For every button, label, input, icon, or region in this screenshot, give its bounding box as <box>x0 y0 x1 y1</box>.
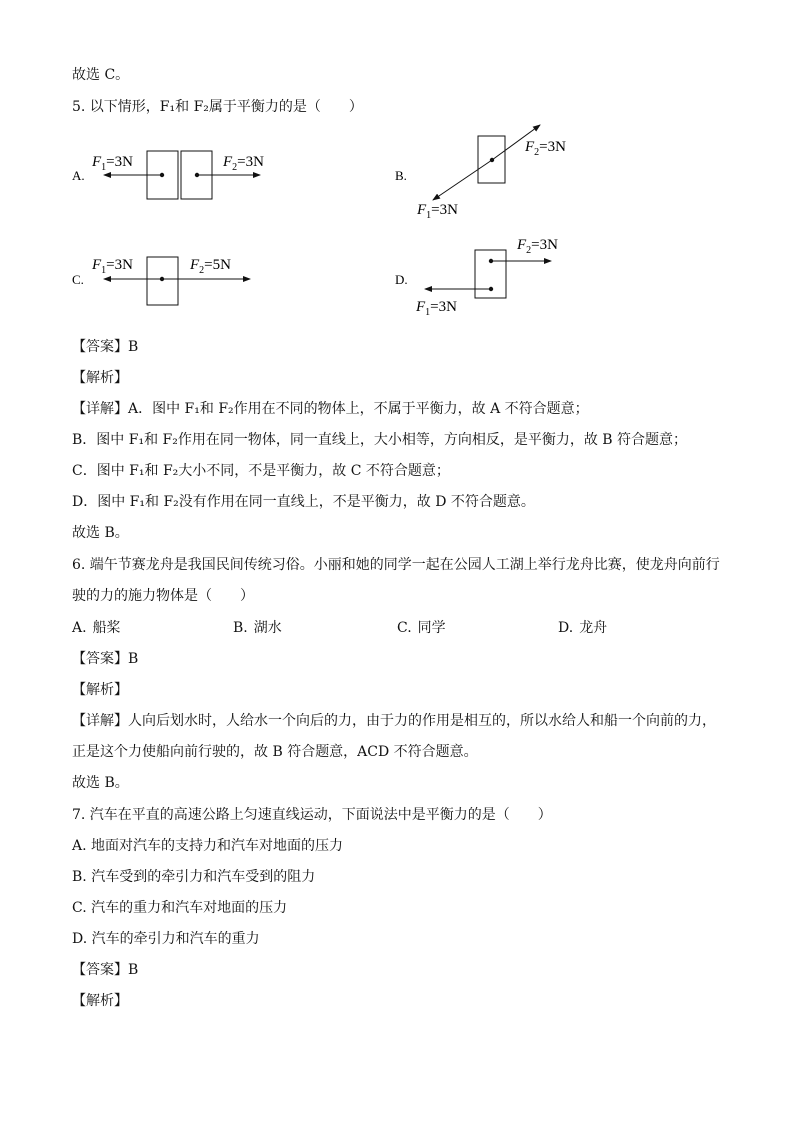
text-line: 故选 C。 <box>72 67 130 83</box>
text-line: D．图中 F₁和 F₂没有作用在同一直线上，不是平衡力，故 D 不符合题意。 <box>72 494 535 510</box>
figure-option-c <box>72 248 292 316</box>
figure-b-diagram <box>395 118 595 228</box>
text-line: 【详解】A．图中 F₁和 F₂作用在不同的物体上，不属于平衡力，故 A 不符合题意； <box>72 401 589 417</box>
figure-c-label: C. <box>72 272 84 287</box>
option-item <box>233 617 282 637</box>
figure-option-b <box>395 118 595 232</box>
figure-b-label: B. <box>395 168 407 183</box>
text-line: B．图中 F₁和 F₂作用在同一物体，同一直线上，大小相等，方向相反，是平衡力，故 B 符合题意； <box>72 432 688 448</box>
text-line: 5. 以下情形，F₁和 F₂属于平衡力的是（ ） <box>72 99 363 115</box>
text-line: 【答案】B <box>72 962 139 978</box>
text-line: 【解析】 <box>72 682 128 698</box>
option-letter: B. <box>233 620 248 636</box>
text-line: 【详解】人向后划水时，人给水一个向后的力，由于力的作用是相互的，所以水给人和船一个向前的力， <box>72 713 716 729</box>
label-f1: $F_1=3N$ <box>416 299 457 318</box>
text-line: C．图中 F₁和 F₂大小不同，不是平衡力，故 C 不符合题意； <box>72 463 450 479</box>
text-line: 7. 汽车在平直的高速公路上匀速直线运动，下面说法中是平衡力的是（ ） <box>72 807 552 823</box>
text-line: 正是这个力使船向前行驶的，故 B 符合题意，ACD 不符合题意。 <box>72 744 478 760</box>
label-f1: $F_1=3N$ <box>417 202 458 221</box>
text-line: 【答案】B <box>72 339 139 355</box>
text-line: A. 地面对汽车的支持力和汽车对地面的压力 <box>72 838 344 854</box>
text-line: 【解析】 <box>72 370 128 386</box>
text-line: 驶的力的施力物体是（ ） <box>72 588 254 604</box>
text-line: D. 汽车的牵引力和汽车的重力 <box>72 931 260 947</box>
label-f2: $F_2=5N$ <box>190 257 231 276</box>
figure-option-a <box>72 140 292 214</box>
text-line: 6. 端午节赛龙舟是我国民间传统习俗。小丽和她的同学一起在公园人工湖上举行龙舟比赛，使龙舟向前行 <box>72 557 720 573</box>
figure-option-d <box>395 232 595 326</box>
option-text: 湖水 <box>253 620 282 636</box>
option-letter: A. <box>72 620 87 636</box>
option-letter: D. <box>558 620 574 636</box>
option-item <box>397 617 446 637</box>
label-f1: $F_1=3N$ <box>92 154 133 173</box>
text-line: 故选 B。 <box>72 775 129 791</box>
label-f2: $F_2=3N$ <box>223 154 264 173</box>
figure-d-diagram <box>395 232 595 322</box>
option-text: 同学 <box>417 620 446 636</box>
option-item <box>72 617 121 637</box>
label-f2: $F_2=3N$ <box>517 237 558 256</box>
option-letter: C. <box>397 620 412 636</box>
text-line: 故选 B。 <box>72 525 129 541</box>
figure-a-label: A. <box>72 168 85 183</box>
force-arrow-f1 <box>433 160 492 200</box>
figure-a-diagram <box>72 140 292 210</box>
text-line: B. 汽车受到的牵引力和汽车受到的阻力 <box>72 869 316 885</box>
text-line: C. 汽车的重力和汽车对地面的压力 <box>72 900 288 916</box>
option-text: 龙舟 <box>579 620 608 636</box>
text-line: 【解析】 <box>72 993 128 1009</box>
text-line: 【答案】B <box>72 651 139 667</box>
figure-c-diagram <box>72 248 292 312</box>
option-item <box>558 617 607 637</box>
label-f2: $F_2=3N$ <box>525 139 566 158</box>
label-f1: $F_1=3N$ <box>92 257 133 276</box>
option-text: 船桨 <box>92 620 121 636</box>
figure-d-label: D. <box>395 272 408 287</box>
